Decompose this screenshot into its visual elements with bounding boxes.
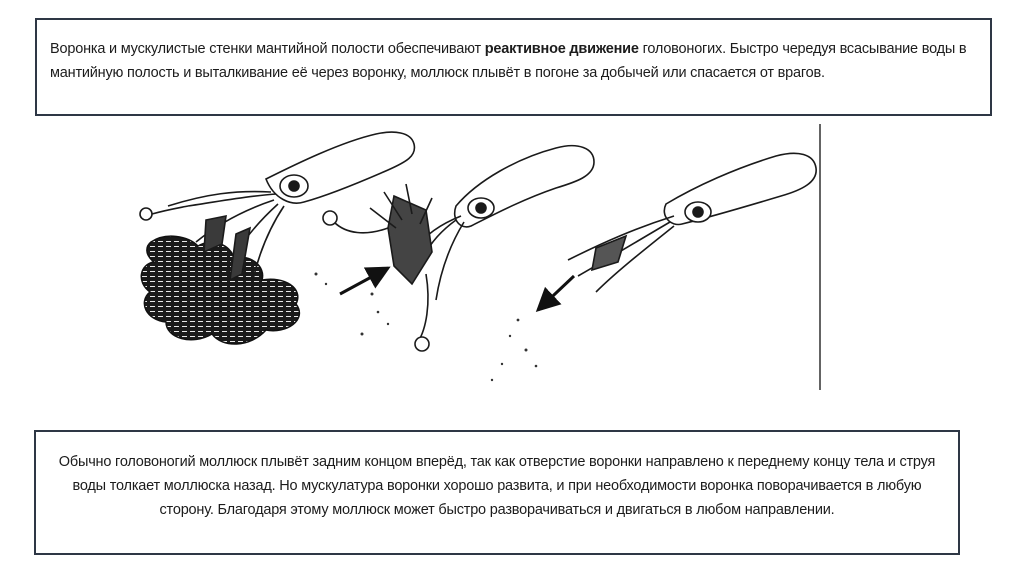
- top-text-end: головоногих. Быстро чередуя всасывание воды в мантийную полость и выталкивание её через воронку, моллюск плывёт в погоне за добычей или спасается от врагов.: [50, 41, 967, 81]
- bottom-text: Обычно головоногий моллюск плывёт задним концом вперёд, так как отверстие воронки направлено к переднему концу тела и струя воды толкает моллюска назад. Но мускулатура воронки хорошо развита, и при необходимости воронка поворачивается в любую сторону. Благодаря этому моллюск может быстро разворачиваться и двигаться в любом направлении.: [58, 454, 936, 518]
- top-text-start: Воронка и мускулистые стенки мантийной полости обеспечивают: [50, 41, 485, 57]
- top-text-bold-term: реактивное движение: [484, 41, 639, 57]
- squid-right-icon: [568, 153, 816, 292]
- bottom-text-box: [34, 430, 960, 555]
- squid-drawing-icon: [126, 124, 826, 394]
- top-text-box: [35, 18, 992, 116]
- squid-illustration: [126, 124, 826, 394]
